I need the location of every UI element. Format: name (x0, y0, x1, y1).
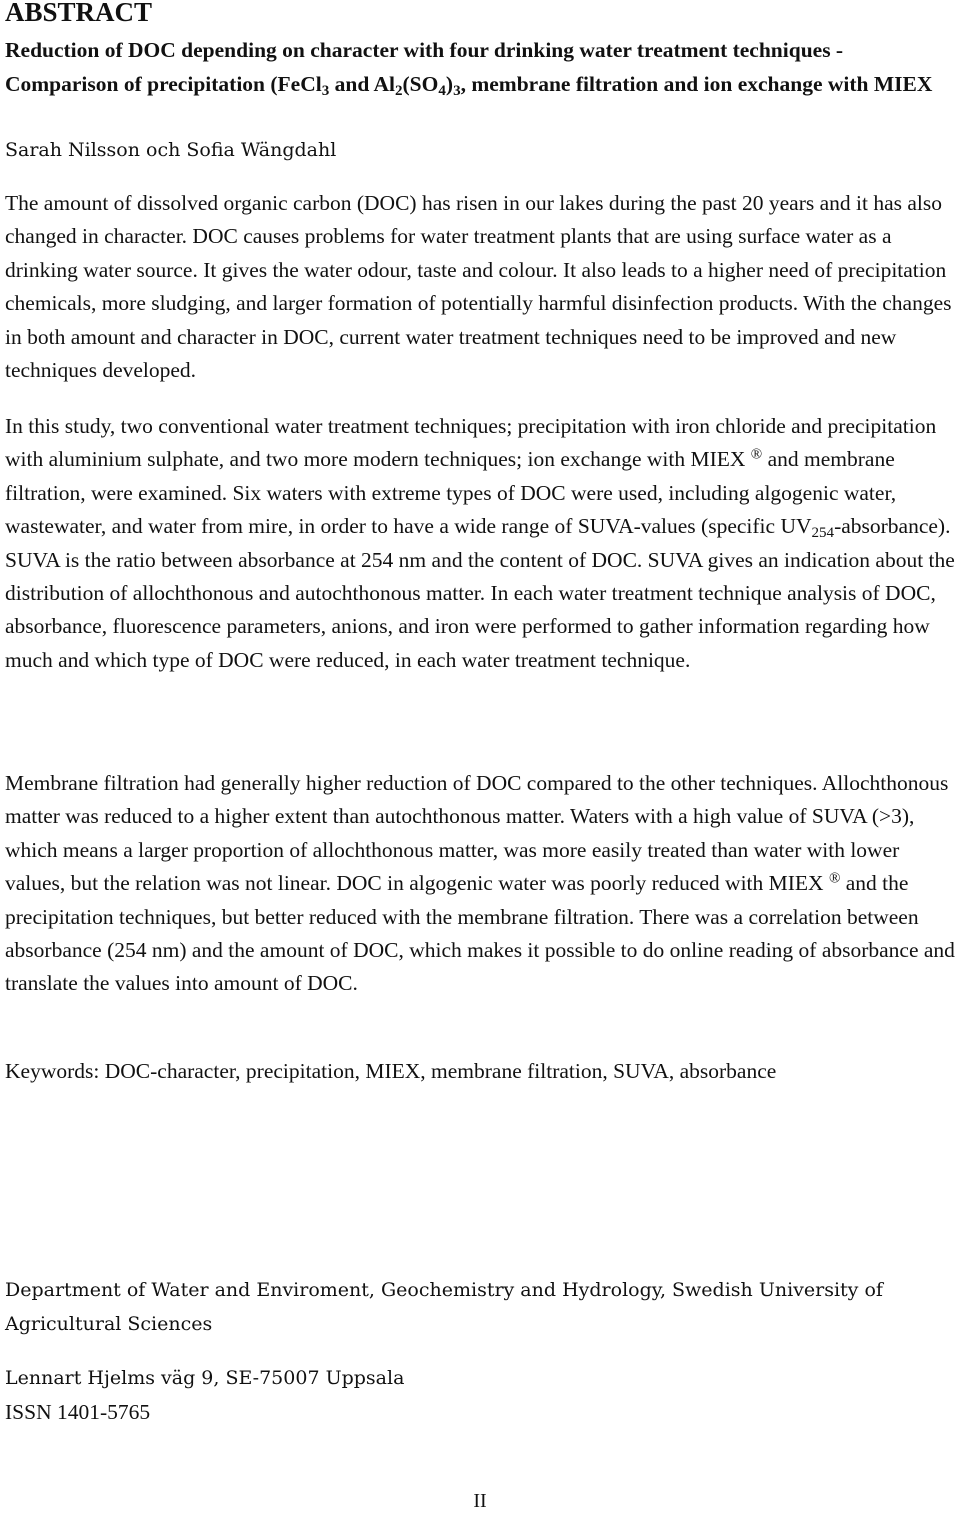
thesis-title (5, 34, 957, 101)
title-subscript: 4 (438, 82, 446, 99)
registered-mark: ® (750, 446, 763, 463)
title-subscript: 3 (453, 82, 461, 99)
title-text: , membrane filtration and ion exchange with MIEX (460, 71, 933, 96)
department: Department of Water and Enviroment, Geochemistry and Hydrology, Swedish University of Agricultural Sciences (5, 1279, 883, 1335)
paragraph-text: and the precipitation techniques, but better reduced with the membrane filtration. There was a correlation between absorbance (254 nm) and the amount of DOC, which makes it possible to do online reading of absorbance and translate the values into amount of DOC. (5, 871, 955, 996)
page-number: II (473, 1490, 487, 1512)
address: Lennart Hjelms väg 9, SE-75007 Uppsala (5, 1367, 405, 1389)
paragraph-text: Membrane filtration had generally higher reduction of DOC compared to the other techniques. Allochthonous matter was reduced to a higher extent than autochthonous matter. Waters with a high value of SUVA (>3), which means a larger proportion of allochthonous matter, was more easily treated than water with lower values, but the relation was not linear. DOC in algogenic water was poorly reduced with MIEX (5, 771, 949, 896)
abstract-paragraph-3 (5, 767, 960, 1001)
paragraph-text: In this study, two conventional water treatment techniques; precipitation with iron chloride and precipitation with aluminium sulphate, and two more modern techniques; ion exchange with MIEX (5, 414, 937, 472)
abstract-heading: ABSTRACT (5, 0, 153, 27)
title-subscript: 3 (321, 82, 330, 99)
title-text: ) (445, 71, 454, 96)
authors: Sarah Nilsson och Sofia Wängdahl (5, 139, 337, 161)
paragraph-text: -absorbance). SUVA is the ratio between absorbance at 254 nm and the content of DOC. SUVA gives an indication about the distribution of allochthonous and autochthonous matter. In each water treatment technique analysis of DOC, absorbance, fluorescence parameters, anions, and iron were performed to gather information regarding how much and which type of DOC were reduced, in each water treatment technique. (5, 514, 955, 672)
keywords: Keywords: DOC-character, precipitation, MIEX, membrane filtration, SUVA, absorbance (5, 1059, 777, 1083)
abstract-paragraph-1: The amount of dissolved organic carbon (DOC) has risen in our lakes during the past 20 years and it has also changed in character. DOC causes problems for water treatment plants that are using surface water as a drinking water source. It gives the water odour, taste and colour. It also leads to a higher need of precipitation chemicals, more sludging, and larger formation of potentially harmful disinfection products. With the changes in both amount and character in DOC, current water treatment techniques need to be improved and new techniques developed. (5, 191, 952, 383)
paragraph-text: and membrane filtration, were examined. Six waters with extreme types of DOC were used, including algogenic water, wastewater, and water from mire, in order to have a wide range of SUVA-values (specific UV (5, 447, 897, 539)
abstract-paragraph-2 (5, 410, 960, 677)
title-subscript: 2 (394, 82, 403, 99)
title-text: Reduction of DOC depending on character with four drinking water treatment techniques - Comparison of precipitation (FeCl (5, 38, 844, 96)
title-text: (SO (402, 71, 439, 96)
issn: ISSN 1401-5765 (5, 1400, 151, 1424)
registered-mark: ® (828, 870, 841, 887)
uv-subscript: 254 (811, 524, 835, 541)
title-text: and Al (329, 71, 395, 96)
